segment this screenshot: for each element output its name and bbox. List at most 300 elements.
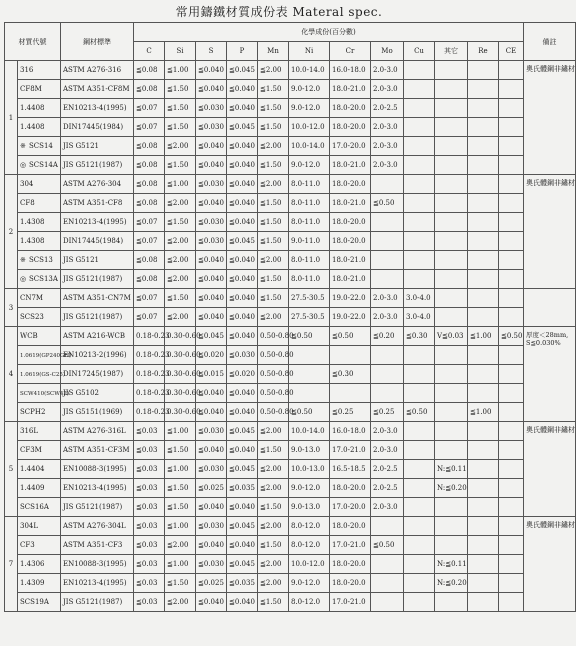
value-other [435, 517, 468, 536]
value-ce [499, 574, 524, 593]
value-c: 0.18-0.23 [134, 327, 165, 346]
value-s: ≦0.040 [196, 441, 227, 460]
value-si: 0.30-0.60 [165, 327, 196, 346]
header-element: Re [468, 42, 499, 61]
value-mo: 2.0-3.0 [371, 498, 404, 517]
value-ni: 9.0-12.0 [289, 99, 330, 118]
value-re [468, 536, 499, 555]
value-other: N:≦0.20 [435, 479, 468, 498]
value-ce [499, 289, 524, 308]
material-code-text: CF3 [20, 541, 35, 549]
material-code-text: WCB [20, 332, 38, 340]
value-other [435, 99, 468, 118]
standard-cell: EN10213-4(1995) [61, 574, 134, 593]
value-ni [289, 346, 330, 365]
value-c: ≦0.08 [134, 175, 165, 194]
value-mn: 0.50-0.80 [258, 327, 289, 346]
material-code [18, 555, 61, 574]
material-spec-table [4, 22, 576, 612]
value-mn: ≦1.50 [258, 194, 289, 213]
standard-cell: EN10213-4(1995) [61, 213, 134, 232]
value-cr: 17.0-21.0 [330, 441, 371, 460]
value-other [435, 593, 468, 612]
value-mn: ≦1.50 [258, 232, 289, 251]
material-code-text: 1.4409 [20, 484, 45, 492]
value-s: ≦0.025 [196, 574, 227, 593]
material-code [18, 422, 61, 441]
standard-cell: DIN17445(1984) [61, 232, 134, 251]
material-code-text: 316 [20, 66, 34, 74]
value-mn: ≦1.50 [258, 156, 289, 175]
value-c: ≦0.07 [134, 232, 165, 251]
table-row [5, 137, 576, 156]
value-cu [404, 251, 435, 270]
value-cr [330, 346, 371, 365]
material-code [18, 156, 61, 175]
value-p: ≦0.035 [227, 479, 258, 498]
value-cr: 18.0-20.0 [330, 479, 371, 498]
value-cu [404, 99, 435, 118]
value-mn: 0.50-0.80 [258, 403, 289, 422]
material-code [18, 517, 61, 536]
material-code-text: CN7M [20, 294, 44, 302]
remark-cell: 奧氏體鋼非鏽材 [524, 422, 576, 517]
remark-cell: 厚度＜28mm, S≦0.030% [524, 327, 576, 422]
value-mn: ≦2.00 [258, 251, 289, 270]
value-ce [499, 175, 524, 194]
value-cu [404, 441, 435, 460]
value-si: ≦2.00 [165, 536, 196, 555]
material-code [18, 346, 72, 365]
value-s: ≦0.040 [196, 194, 227, 213]
value-re [468, 441, 499, 460]
standard-cell: JIS G5121(1987) [61, 593, 134, 612]
value-mo: ≦0.25 [371, 403, 404, 422]
value-ce [499, 536, 524, 555]
value-cu [404, 175, 435, 194]
table-row [5, 118, 576, 137]
value-re [468, 365, 499, 384]
marker-symbol: ◎ [20, 161, 27, 169]
value-cu [404, 593, 435, 612]
table-row [5, 460, 576, 479]
value-c: ≦0.08 [134, 80, 165, 99]
standard-cell: ASTM A351-CF3 [61, 536, 134, 555]
value-ni [289, 384, 330, 403]
value-p: ≦0.030 [227, 346, 258, 365]
value-re [468, 384, 499, 403]
value-si: ≦1.50 [165, 441, 196, 460]
value-si: ≦1.00 [165, 422, 196, 441]
value-cu [404, 232, 435, 251]
value-re [468, 422, 499, 441]
value-si: 0.30-0.60 [165, 365, 196, 384]
header-element: S [196, 42, 227, 61]
header-code: 材質代號 [5, 23, 61, 61]
value-s: ≦0.025 [196, 479, 227, 498]
value-cr: 18.0-20.0 [330, 213, 371, 232]
value-si: 0.30-0.60 [165, 346, 196, 365]
value-p: ≦0.040 [227, 80, 258, 99]
value-cr: ≦0.30 [330, 365, 371, 384]
material-code-text: 1.0619(GS-C25) [20, 371, 65, 378]
value-p: ≦0.040 [227, 194, 258, 213]
value-mo [371, 384, 404, 403]
value-ce [499, 384, 524, 403]
material-code [18, 80, 61, 99]
group-number: 2 [5, 175, 18, 289]
value-mn: ≦2.00 [258, 422, 289, 441]
value-cu [404, 517, 435, 536]
header-element: P [227, 42, 258, 61]
material-code-text: 304 [20, 180, 34, 188]
value-si: ≦2.00 [165, 194, 196, 213]
value-mo [371, 346, 404, 365]
standard-cell: DIN17445(1984) [61, 118, 134, 137]
value-cr: 16.0-18.0 [330, 61, 371, 80]
value-re [468, 156, 499, 175]
material-code [18, 403, 61, 422]
value-s: ≦0.040 [196, 403, 227, 422]
value-mn: 0.50-0.80 [258, 365, 289, 384]
value-ni: 8.0-12.0 [289, 536, 330, 555]
value-c: ≦0.08 [134, 194, 165, 213]
value-mo: 2.0-3.0 [371, 441, 404, 460]
value-mo: 2.0-3.0 [371, 80, 404, 99]
value-re [468, 251, 499, 270]
material-code-text: SCS13A [29, 275, 58, 283]
standard-cell: DIN17245(1987) [61, 365, 134, 384]
material-code [18, 498, 61, 517]
value-re [468, 574, 499, 593]
material-code-text: 1.4404 [20, 465, 45, 473]
standard-cell: EN10213-4(1995) [61, 479, 134, 498]
value-re [468, 460, 499, 479]
value-re: ≦1.00 [468, 403, 499, 422]
material-code-text: SCS23 [20, 313, 44, 321]
value-cu [404, 555, 435, 574]
standard-cell: EN10213-2(1996) [61, 346, 134, 365]
value-c: ≦0.08 [134, 251, 165, 270]
value-mn: ≦2.00 [258, 175, 289, 194]
value-mo [371, 365, 404, 384]
value-cr: 16.5-18.5 [330, 460, 371, 479]
value-cu [404, 384, 435, 403]
table-row [5, 555, 576, 574]
value-p: ≦0.045 [227, 422, 258, 441]
value-re [468, 213, 499, 232]
table-row [5, 156, 576, 175]
value-p: ≦0.040 [227, 270, 258, 289]
standard-cell: JIS G5121(1987) [61, 498, 134, 517]
value-ce [499, 270, 524, 289]
value-c: ≦0.03 [134, 593, 165, 612]
value-re [468, 61, 499, 80]
value-p: ≦0.040 [227, 327, 258, 346]
table-row [5, 99, 576, 118]
material-code [18, 194, 61, 213]
value-cr: 18.0-21.0 [330, 270, 371, 289]
standard-cell: JIS G5151(1969) [61, 403, 134, 422]
header-element: Cr [330, 42, 371, 61]
value-s: ≦0.040 [196, 593, 227, 612]
value-cu [404, 194, 435, 213]
material-code [18, 441, 61, 460]
value-mo: 2.0-3.0 [371, 61, 404, 80]
table-row [5, 479, 576, 498]
value-mo: 2.0-3.0 [371, 118, 404, 137]
value-c: ≦0.07 [134, 118, 165, 137]
value-cu [404, 61, 435, 80]
material-code [18, 213, 61, 232]
material-code [18, 308, 61, 327]
value-si: ≦2.00 [165, 232, 196, 251]
value-re [468, 289, 499, 308]
value-mn: ≦2.00 [258, 555, 289, 574]
value-ce [499, 213, 524, 232]
table-row [5, 80, 576, 99]
material-code-text: 1.4308 [20, 237, 45, 245]
standard-cell: JIS G5121 [61, 251, 134, 270]
header-element: CE [499, 42, 524, 61]
value-si: ≦1.50 [165, 498, 196, 517]
value-other [435, 80, 468, 99]
value-cu [404, 536, 435, 555]
value-other: V≦0.03 [435, 327, 468, 346]
standard-cell: ASTM A276-316L [61, 422, 134, 441]
header-element: Mn [258, 42, 289, 61]
value-cr: 16.0-18.0 [330, 422, 371, 441]
remark-cell: 奧氏體鋼非鏽材 [524, 517, 576, 612]
value-re [468, 555, 499, 574]
group-number: 3 [5, 289, 18, 327]
value-mo: ≦0.50 [371, 536, 404, 555]
standard-cell: JIS G5121(1987) [61, 156, 134, 175]
material-code [18, 61, 61, 80]
value-re [468, 593, 499, 612]
value-c: 0.18-0.23 [134, 365, 165, 384]
value-c: ≦0.03 [134, 479, 165, 498]
value-s: ≦0.040 [196, 289, 227, 308]
value-ce [499, 156, 524, 175]
table-row [5, 251, 576, 270]
value-ni: ≦0.50 [289, 327, 330, 346]
material-code [18, 574, 61, 593]
material-code [18, 251, 61, 270]
table-row [5, 536, 576, 555]
material-code-text: SCS16A [20, 503, 49, 511]
value-cr: 18.0-21.0 [330, 80, 371, 99]
value-si: ≦1.50 [165, 80, 196, 99]
value-p: ≦0.040 [227, 137, 258, 156]
value-s: ≦0.030 [196, 99, 227, 118]
value-mo: 2.0-3.0 [371, 289, 404, 308]
value-cu [404, 118, 435, 137]
value-mo: ≦0.50 [371, 194, 404, 213]
value-other [435, 270, 468, 289]
material-code-text: CF8M [20, 85, 42, 93]
value-other [435, 536, 468, 555]
value-ce [499, 517, 524, 536]
value-c: ≦0.07 [134, 289, 165, 308]
value-mo: 2.0-2.5 [371, 460, 404, 479]
value-si: ≦1.00 [165, 460, 196, 479]
value-cu: ≦0.50 [404, 403, 435, 422]
header-element: Cu [404, 42, 435, 61]
value-re: ≦1.00 [468, 327, 499, 346]
value-c: 0.18-0.23 [134, 403, 165, 422]
remark-cell: 奧氏體鋼非鏽材 [524, 61, 576, 175]
table-row [5, 289, 576, 308]
value-ce [499, 441, 524, 460]
material-code [18, 460, 61, 479]
value-ce [499, 555, 524, 574]
value-cr: 17.0-21.0 [330, 536, 371, 555]
standard-cell: ASTM A276-304L [61, 517, 134, 536]
value-cr: 17.0-20.0 [330, 137, 371, 156]
value-ni: 9.0-12.0 [289, 80, 330, 99]
header-element: 其它 [435, 42, 468, 61]
value-ni: 9.0-12.0 [289, 156, 330, 175]
value-ce [499, 308, 524, 327]
value-cu [404, 498, 435, 517]
value-ce [499, 137, 524, 156]
table-row [5, 61, 576, 80]
value-ni: 10.0-14.0 [289, 422, 330, 441]
value-ce [499, 346, 524, 365]
material-code-text: 1.4408 [20, 123, 45, 131]
material-code-text: SCS14A [29, 161, 58, 169]
material-code-text: 304L [20, 522, 39, 530]
value-re [468, 80, 499, 99]
value-si: ≦2.00 [165, 137, 196, 156]
value-mn: ≦2.00 [258, 61, 289, 80]
material-code [18, 137, 61, 156]
material-code-text: 1.0619(GP240GH) [20, 352, 72, 359]
value-other [435, 61, 468, 80]
value-mo: 2.0-2.5 [371, 99, 404, 118]
table-row [5, 593, 576, 612]
value-si: ≦1.00 [165, 175, 196, 194]
value-ni: 8.0-11.0 [289, 213, 330, 232]
remark-cell: 奧氏體鋼非鏽材 [524, 175, 576, 289]
value-s: ≦0.030 [196, 555, 227, 574]
value-cr: 18.0-21.0 [330, 194, 371, 213]
value-si: ≦1.00 [165, 517, 196, 536]
value-ni: ≦0.50 [289, 403, 330, 422]
standard-cell: ASTM A351-CF8 [61, 194, 134, 213]
value-s: ≦0.030 [196, 118, 227, 137]
value-ce: ≦0.50 [499, 327, 524, 346]
value-c: ≦0.08 [134, 61, 165, 80]
value-re [468, 308, 499, 327]
value-other [435, 118, 468, 137]
value-ce [499, 593, 524, 612]
material-code [18, 118, 61, 137]
value-cr: 18.0-20.0 [330, 175, 371, 194]
table-row [5, 232, 576, 251]
value-cu [404, 80, 435, 99]
value-other [435, 137, 468, 156]
value-cu [404, 137, 435, 156]
value-cu: ≦0.30 [404, 327, 435, 346]
value-cu [404, 460, 435, 479]
standard-cell: ASTM A276-316 [61, 61, 134, 80]
value-c: ≦0.08 [134, 156, 165, 175]
group-number: 1 [5, 61, 18, 175]
value-mo [371, 270, 404, 289]
value-re [468, 270, 499, 289]
value-cu [404, 365, 435, 384]
table-row [5, 422, 576, 441]
value-cr: 18.0-21.0 [330, 156, 371, 175]
value-s: ≦0.040 [196, 80, 227, 99]
value-si: ≦2.00 [165, 270, 196, 289]
material-code-text: CF3M [20, 446, 42, 454]
value-s: ≦0.040 [196, 498, 227, 517]
value-mn: ≦2.00 [258, 517, 289, 536]
value-s: ≦0.030 [196, 213, 227, 232]
table-row [5, 175, 576, 194]
table-row [5, 517, 576, 536]
value-s: ≦0.040 [196, 156, 227, 175]
value-p: ≦0.040 [227, 289, 258, 308]
value-p: ≦0.045 [227, 118, 258, 137]
value-other [435, 251, 468, 270]
value-mo: 2.0-2.5 [371, 479, 404, 498]
value-mn: ≦1.50 [258, 80, 289, 99]
value-c: ≦0.03 [134, 441, 165, 460]
value-ni: 8.0-11.0 [289, 270, 330, 289]
value-ce [499, 194, 524, 213]
value-s: ≦0.040 [196, 251, 227, 270]
value-si: ≦1.00 [165, 61, 196, 80]
value-ce [499, 460, 524, 479]
value-s: ≦0.030 [196, 175, 227, 194]
value-mo [371, 555, 404, 574]
value-mn: ≦1.50 [258, 441, 289, 460]
value-ni: 8.0-12.0 [289, 517, 330, 536]
marker-symbol: ◎ [20, 275, 27, 283]
value-c: ≦0.03 [134, 517, 165, 536]
material-code-text: SCW410(SCW42) [20, 390, 70, 397]
value-other [435, 365, 468, 384]
table-row [5, 346, 576, 365]
value-c: ≦0.07 [134, 308, 165, 327]
value-mn: ≦2.00 [258, 479, 289, 498]
value-other [435, 403, 468, 422]
standard-cell: JIS G5121(1987) [61, 308, 134, 327]
value-c: 0.18-0.23 [134, 346, 165, 365]
value-cr [330, 384, 371, 403]
material-code [18, 270, 61, 289]
material-code [18, 593, 61, 612]
table-row [5, 213, 576, 232]
value-ce [499, 118, 524, 137]
value-mn: ≦2.00 [258, 137, 289, 156]
value-re [468, 346, 499, 365]
value-other [435, 441, 468, 460]
standard-cell: EN10088-3(1995) [61, 555, 134, 574]
value-c: ≦0.03 [134, 574, 165, 593]
value-cr: 19.0-22.0 [330, 289, 371, 308]
value-s: ≦0.040 [196, 61, 227, 80]
value-ni: 9.0-12.0 [289, 574, 330, 593]
value-other [435, 422, 468, 441]
value-re [468, 479, 499, 498]
document-title: 常用鑄鐵材質成份表 Materal spec. [175, 5, 383, 19]
value-si: ≦1.00 [165, 555, 196, 574]
